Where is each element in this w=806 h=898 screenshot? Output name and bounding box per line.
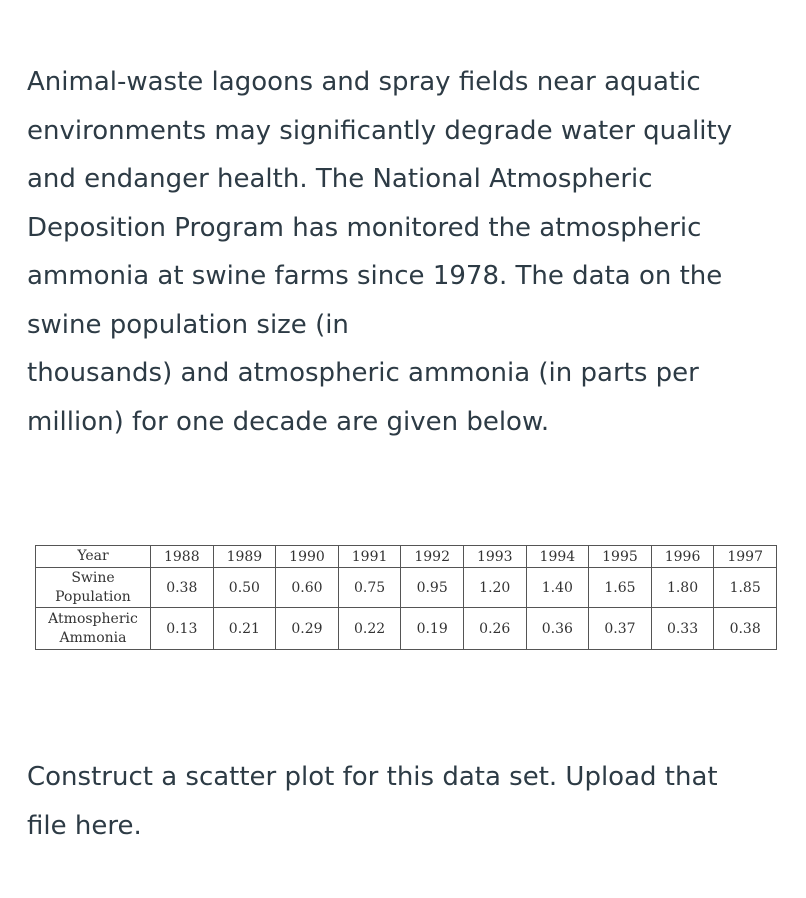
intro-line: Deposition Program has monitored the atmospheric (27, 212, 702, 243)
table-cell: 0.95 (401, 568, 464, 608)
table-cell: 1.85 (714, 568, 777, 608)
table-cell: 1997 (714, 546, 777, 568)
table-cell: 0.19 (401, 608, 464, 650)
row-label-year: Year (36, 546, 151, 568)
table-cell: 0.60 (276, 568, 339, 608)
table-cell: 1.65 (589, 568, 652, 608)
row-label-swine-population: Swine Population (36, 568, 151, 608)
table-cell: 0.36 (526, 608, 589, 650)
data-table (35, 545, 777, 650)
table-cell: 1996 (651, 546, 714, 568)
table-cell: 0.75 (338, 568, 401, 608)
table-cell: 0.37 (589, 608, 652, 650)
table-cell: 0.33 (651, 608, 714, 650)
table-cell: 0.22 (338, 608, 401, 650)
table-cell: 0.38 (151, 568, 214, 608)
table-cell: 0.26 (463, 608, 526, 650)
intro-line: ammonia at swine farms since 1978. The data on the (27, 261, 723, 291)
intro-line: swine population size (in (27, 309, 349, 340)
question-line: file here. (27, 810, 142, 841)
table-cell: 1991 (338, 546, 401, 568)
table-cell: 1990 (276, 546, 339, 568)
intro-line: and endanger health. The National Atmospheric (27, 164, 653, 194)
table-row-atmospheric-ammonia (36, 608, 777, 650)
table-cell: 1988 (151, 546, 214, 568)
table-cell: 1.40 (526, 568, 589, 608)
table-cell: 0.50 (213, 568, 276, 608)
table-row-swine-population (36, 568, 777, 608)
table-cell: 1994 (526, 546, 589, 568)
intro-line: thousands) and atmospheric ammonia (in parts per (27, 358, 699, 388)
intro-line: Animal-waste lagoons and spray fields near aquatic (27, 67, 701, 97)
table-cell: 0.21 (213, 608, 276, 650)
row-label-atmospheric-ammonia: Atmospheric Ammonia (36, 608, 151, 650)
question-prompt (27, 753, 787, 850)
table-cell: 1993 (463, 546, 526, 568)
intro-line: million) for one decade are given below. (27, 406, 550, 437)
table-cell: 1992 (401, 546, 464, 568)
table-cell: 1.80 (651, 568, 714, 608)
intro-line: environments may significantly degrade water quality (27, 115, 733, 146)
table-cell: 0.13 (151, 608, 214, 650)
table-cell: 1.20 (463, 568, 526, 608)
table-row-year (36, 546, 777, 568)
table-cell: 0.38 (714, 608, 777, 650)
table-cell: 1989 (213, 546, 276, 568)
table-cell: 1995 (589, 546, 652, 568)
table-cell: 0.29 (276, 608, 339, 650)
problem-statement (27, 58, 787, 446)
question-line: Construct a scatter plot for this data set. Upload that (27, 762, 718, 792)
